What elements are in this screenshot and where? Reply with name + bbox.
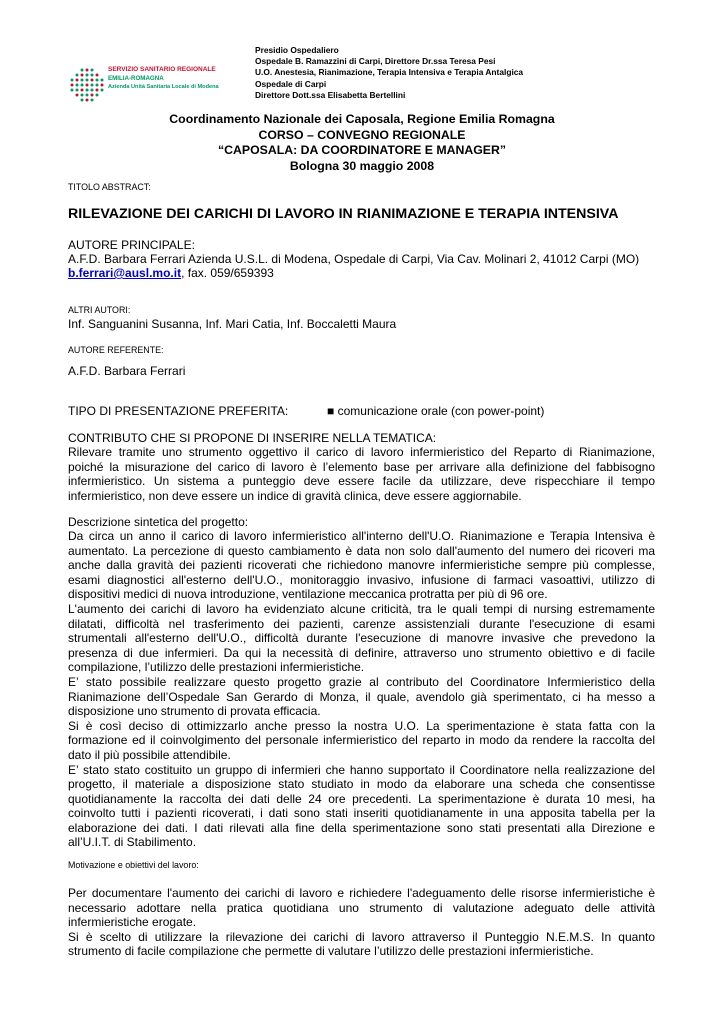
description-line: compilazione, l’utilizzo delle prestazioni infermieristiche. (68, 660, 365, 675)
logo-dot (96, 74, 99, 77)
motivation-line: strumento di facile compilazione che permette di valutare l’utilizzo delle prestazioni infermieristiche. (68, 944, 594, 959)
logo-dot (91, 99, 94, 102)
presidio-line: U.O. Anestesia, Rianimazione, Terapia Intensiva e Terapia Antalgica (255, 67, 524, 78)
presidio-line: Ospedale di Carpi (255, 78, 327, 89)
logo-dot (96, 94, 99, 97)
logo-dot (71, 89, 74, 92)
logo-dot (86, 74, 89, 77)
description-line: E’ stato stato costituito un gruppo di infermieri che hanno supportato il Coordinatore nella realizzazione del (68, 762, 655, 777)
logo-dot (76, 94, 79, 97)
presentation-value: comunicazione orale (con power-point) (337, 404, 545, 418)
description-line: quotidianamente la raccolta dei dati delle 24 ore precedenti. La sperimentazione è durata 10 mesi, ha (68, 791, 655, 806)
event-heading (0, 112, 724, 174)
logo-dot (91, 69, 94, 72)
logo-dot (86, 89, 89, 92)
motivation-text (68, 886, 655, 959)
description-line: Si è così deciso di ottimizzarlo anche presso la nostra U.O. La sperimentazione è stata fatta con la (68, 718, 655, 733)
description-line: strumentali all'esterno dell'U.O., difficoltà durante l'esecuzione di manovre invasive che prevedono la (68, 631, 655, 646)
event-line-1: Coordinamento Nazionale dei Caposala, Regione Emilia Romagna (169, 112, 555, 126)
logo-dot (96, 84, 99, 87)
main-author: A.F.D. Barbara Ferrari Azienda U.S.L. di Modena, Ospedale di Carpi, Via Cav. Molinari 2, 41012 Carpi (MO) (68, 252, 640, 266)
logo-dot (76, 84, 79, 87)
logo-dot (86, 84, 89, 87)
description-line: L'aumento dei carichi di lavoro ha evidenziato alcune criticità, tra le quali tempi di nursing estremamente (68, 601, 655, 616)
description-line: disposizione uno strumento di provata efficacia. (68, 704, 321, 719)
description-line: dato il più possibile attendibile. (68, 747, 231, 762)
presidio-line: Direttore Dott.ssa Elisabetta Bertellini (255, 89, 406, 100)
logo-dot (101, 79, 104, 82)
motivation-line: Per documentare l'aumento dei carichi di lavoro e richiedere l'adeguamento delle risorse infermieristiche è (68, 886, 655, 900)
description-line: formazione ed il coinvolgimento del personale infermieristico del reparto in modo da rendere la raccolta del (68, 733, 655, 748)
logo-dot (86, 94, 89, 97)
contact-line (68, 266, 655, 281)
event-line-2: CORSO – CONVEGNO REGIONALE (258, 127, 466, 142)
logo-line-3: Azienda Unità Sanitaria Locale di Modena (108, 84, 219, 91)
description-line: aumentato. La percezione di questo cambiamento è data non solo dall'aumento del numero dei ricoveri ma (68, 543, 655, 558)
description-line: progetto, il materiale a disposizione stato studiato in modo da elaborare una scheda che consentisse (68, 777, 655, 792)
event-line-4: Bologna 30 maggio 2008 (289, 158, 435, 173)
event-line-3: “CAPOSALA: DA COORDINATORE E MANAGER” (217, 143, 507, 158)
description-line: anche dalla gravità dei pazienti ricoverati che richiedono manovre infermieristiche sempre più complesse, (68, 558, 655, 573)
logo-line-1: SERVIZIO SANITARIO REGIONALE (108, 66, 216, 73)
contribution-line: infermieristico, non deve essere un indice di gravità clinica, deve essere aggiornabile. (68, 488, 522, 503)
other-authors: Inf. Sanguanini Susanna, Inf. Mari Catia, Inf. Boccaletti Maura (68, 317, 397, 331)
logo-dot (76, 89, 79, 92)
ref-author-label: AUTORE REFERENTE: (68, 345, 164, 355)
logo-line-2: EMILIA-ROMAGNA (108, 74, 164, 82)
description-label: Descrizione sintetica del progetto: (68, 515, 249, 529)
logo-dot (86, 99, 89, 102)
motivation-line: Si è scelto di utilizzare la rilevazione dei carichi di lavoro attraverso il Punteggio N.E.M.S. In quanto (68, 929, 655, 944)
logo-dot (76, 74, 79, 77)
abstract-title: RILEVAZIONE DEI CARICHI DI LAVORO IN RIANIMAZIONE E TERAPIA INTENSIVA (68, 206, 619, 222)
description-line: Rianimazione dell’Ospedale San Gerardo di Monza, il quale, avendolo già sperimentato, ci ha messo a (68, 689, 655, 704)
logo-dot (86, 79, 89, 82)
logo-dot (91, 84, 94, 87)
other-authors-label: ALTRI AUTORI: (68, 305, 131, 315)
logo-dot (91, 79, 94, 82)
presentation-choice (327, 404, 544, 418)
motivation-line: necessario adottare nella pratica quotidiana uno strumento di valutazione adeguato delle attività (68, 900, 655, 915)
logo-dot (96, 89, 99, 92)
description-line: presenza di due infermieri. Da qui la necessità di definire, attraverso uno strumento obiettivo e di facile (68, 645, 655, 660)
logo-dots-icon (68, 66, 106, 104)
contribution-line: infermieristico. Un sistema a punteggio deve essere facile da utilizzare, deve rispecchiare il tempo (68, 474, 655, 489)
contribution-text (68, 445, 655, 503)
logo-dot (71, 84, 74, 87)
description-line: esami diagnostici all'esterno dell'U.O., monitoraggio invasivo, infusione di farmaci vasoattivi, utilizzo di (68, 572, 655, 587)
logo-dot (81, 89, 84, 92)
description-line: Da circa un anno il carico di lavoro infermieristico all'interno dell'U.O. Rianimazione e Terapia Intensiva è (68, 529, 655, 543)
description-line: E’ stato possibile realizzare questo progetto grazie al contributo del Coordinatore Infermieristico della (68, 674, 655, 689)
presidio-line: Ospedale B. Ramazzini di Carpi, Direttore Dr.ssa Teresa Pesi (255, 56, 496, 67)
logo-text (108, 66, 219, 92)
logo-dot (86, 69, 89, 72)
description-text (68, 529, 655, 850)
logo-dot (81, 99, 84, 102)
fax-text: , fax. 059/659393 (181, 266, 274, 280)
description-line: coinvolto tutti i pazienti ricoverati, i dati sono stati inseriti quotidianamente in una apposita tabella per la (68, 806, 655, 821)
contribution-line: poiché la misurazione del carico di lavoro è l’elemento base per arrivare alla definizione del fabbisogno (68, 459, 655, 474)
logo-dot (81, 84, 84, 87)
logo-dot (81, 94, 84, 97)
logo-dot (91, 94, 94, 97)
logo-dot (101, 89, 104, 92)
description-line: all’U.I.T. di Stabilimento. (68, 835, 197, 850)
logo-dot (96, 79, 99, 82)
logo-dot (81, 74, 84, 77)
presidio-line: Presidio Ospedaliero (255, 45, 339, 55)
motivation-line: infermieristiche erogate. (68, 915, 197, 930)
contribution-line: Rilevare tramite uno strumento oggettivo il carico di lavoro infermieristico del Reparto di Rianimazione, (68, 445, 655, 459)
email-link[interactable]: b.ferrari@ausl.mo.it (68, 266, 182, 280)
logo-dot (81, 79, 84, 82)
motivation-label: Motivazione e obiettivi del lavoro: (68, 860, 199, 870)
presidio-block (255, 45, 695, 101)
description-line: dilatati, difficoltà nel trasferimento dei pazienti, carenze assistenziali durante l'esecuzione di esami (68, 616, 655, 631)
logo-dot (91, 89, 94, 92)
presentation-label: TIPO DI PRESENTAZIONE PREFERITA: (68, 404, 289, 418)
contribution-label: CONTRIBUTO CHE SI PROPONE DI INSERIRE NELLA TEMATICA: (68, 431, 437, 445)
description-line: elaborazione dei dati. I dati rilevati alla fine della sperimentazione sono stati presentati alla Direzione e (68, 820, 655, 835)
ref-author: A.F.D. Barbara Ferrari (68, 364, 186, 378)
logo-dot (76, 79, 79, 82)
logo-dot (71, 79, 74, 82)
logo-dot (91, 74, 94, 77)
title-label: TITOLO ABSTRACT: (68, 182, 151, 192)
description-line: dispositivi medici di nuova introduzione, ventilazione meccanica protratta per più di 96 ore. (68, 587, 548, 602)
square-bullet-icon: ■ (327, 404, 335, 418)
logo-dot (81, 69, 84, 72)
ssr-logo (68, 66, 238, 106)
logo-dot (101, 84, 104, 87)
main-author-label: AUTORE PRINCIPALE: (68, 238, 195, 252)
